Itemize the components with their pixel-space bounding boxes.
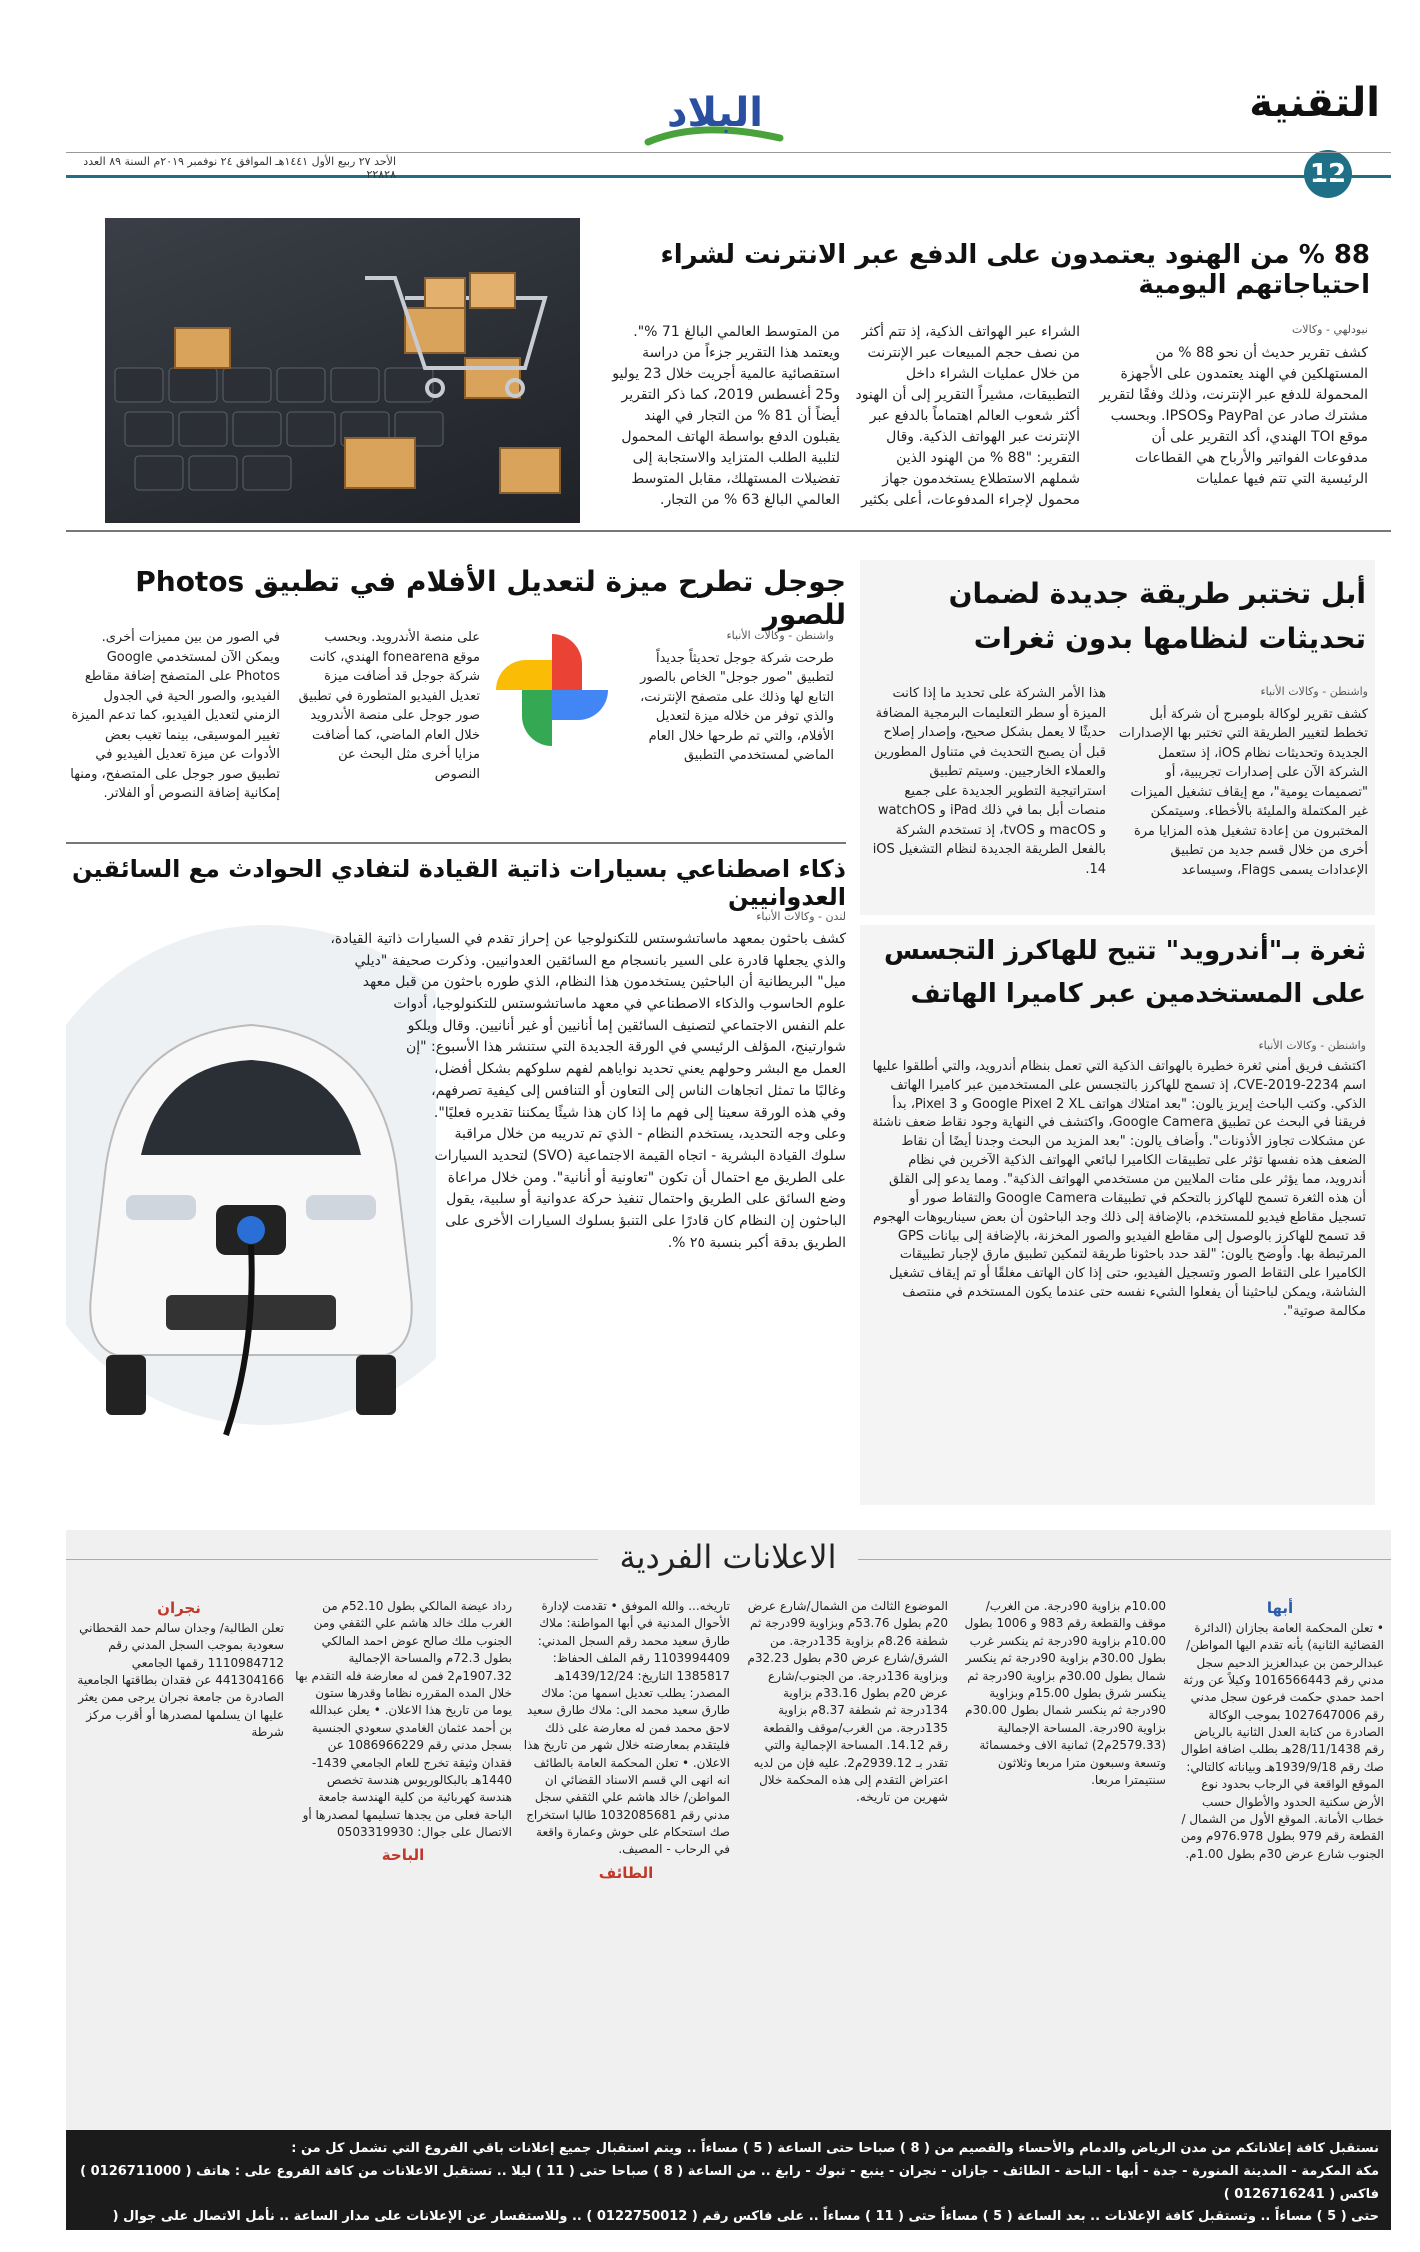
classifieds-col5-text: رداد عيضة المالكي بطول 52.10م من الغرب ملك خالد هاشم علي الثقفي ومن الجنوب ملك صالح عوض احمد المالكي بطول 72.3م والمساحة الإجمالية 1907.32م2 فمن له معارضة فله التقدم بها خلال المده المقرره نظاما وقدرها ستون يوما من تاريخ هذا الاعلان. • يعلن عبدالله بن أحمد عثمان الغامدي سعودي الجنسية بسجل مدني رقم 1086966229 عن فقدان وثيقة تخرج للعام الجامعي 1439-1440هـ بالبكالوريوس هندسة تخصص هندسة كهربائية من كلية الهندسة جامعة الباحة فعلى من يجدها تسليمها لمصدرها أو الاتصال على جوال: 0503319930 (295, 1599, 512, 1840)
article4-source: لندن - وكالات الأنباء (756, 910, 846, 923)
article3-source: واشنطن - وكالات الأنباء (726, 629, 834, 642)
classifieds-col6-text: تعلن الطالبة/ وجدان سالم حمد القحطاني سعودية بموجب السجل المدني رقم 1110984712 رقمها الجامعي 441304166 عن فقدان بطاقتها الجامعية الصادرة من جامعة نجران يرجى ممن يعثر عليها ان يسلمها لمصدرها أو أقرب مركز شرطة (77, 1620, 284, 1740)
dateline-text: الأحد ٢٧ ربيع الأول ١٤٤١هـ الموافق ٢٤ نوفمبر ٢٠١٩م السنة ٨٩ العدد ٢٢٨٢٨ (83, 155, 396, 181)
article3-col2 (294, 628, 480, 788)
article5-body-text: اكتشف فريق أمني ثغرة خطيرة بالهواتف الذكية التي تعمل بنظام أندرويد، والتي أطلقوا عليها اسم CVE-2019-2234، إذ تسمح للهاكرز بالتجسس على المستخدمين عبر كاميرا الهاتف الذكي. وكتب الباحث إيريز يالون: "بعد امتلاك هواتف Google Pixel 2 XL و Pixel 3، بدأ فريقنا في البحث عن تطبيق Google Camera، واكتشف في النهاية وجود نقاط ضعف ناشئة عن مشكلات تجاوز الأذونات". وأضاف يالون: "بعد المزيد من البحث وجدنا أيضًا أن نقاط الضعف هذه نفسها تؤثر على تطبيقات الكاميرا لبائعي الهواتف الذكية الآخرين في نظام أندرويد، مما يؤثر على مئات الملايين من مستخدمي الهواتف الذكية". ومما يدعو إلى القلق أن هذه الثغرة تسمح للهاكرز بالتحكم في تطبيقات Google Camera والتقاط صور أو تسجيل مقاطع فيديو للمستخدم، بالإضافة إلى ذلك وجد الباحثون أن بعض سيناريوهات الهجوم قد تسمح للهاكرز بالوصول إلى مقاطع الفيديو والصور المخزنة، بالإضافة إلى بيانات GPS المرتبطة بها. وأوضح يالون: "لقد حدد باحثونا طريقة لتمكين تطبيق مارق لإجبار تطبيقات الكاميرا على التقاط الصور وتسجيل الفيديو، حتى إذا كان الهاتف مغلقًا أو تم إيقاف تشغيل الشاشة، ويمكن لباحثينا أن يفعلوا الشيء نفسه حتى عندما يكون المستخدم في منتصف مكالمة صوتية". (872, 1058, 1366, 1319)
classifieds-col4-text: تاريخه... والله الموفق • تقدمت لإدارة الأحوال المدنية في أبها المواطنة: ملاك طارق سعيد محمد رقم السجل المدني: 1103994409 رقم الملف الحفاظ: 1385817 التاريخ: 1439/12/24هـ المصدر: يطلب تعديل اسمها من: ملاك طارق سعيد محمد الى: ملاك طارق سعيد لاحق محمد فمن له معارضة على ذلك فليتقدم بمعارضته خلال شهر من تاريخ هذا الاعلان. • تعلن المحكمة العامة بالطائف انه انهى الي قسم الاسناد القضائي ان المواطن/ خالد هاشم علي الثقفي سجل مدني رقم 1032085681 طالبا استخراج صك استحكام على حوش وعمارة واقعة في الرحاب - المصيف. (523, 1599, 730, 1857)
keyboard-cart-photo (105, 218, 580, 523)
classifieds-col2 (958, 1598, 1166, 1793)
article3-col3-text: في الصور من بين مميزات أخرى. ويمكن الآن لمستخدمي Google Photos على المتصفح إضافة مقاطع الفيديو، والصور الحية في الجدول الزمني لتعديل الفيديو، كما تدعم الميزة تغيير الموسيقى، بينما تغيب بعض الأدوات عن ميزة تعديل الفيديو في تطبيق صور جوجل على المتصفح، ومنها إمكانية إضافة النصوص أو الفلاتر. (70, 630, 280, 801)
classifieds-col4 (522, 1598, 730, 1885)
article2-headline-text: أبل تختبر طريقة جديدة لضمان تحديثات لنظامها بدون ثغرات (948, 577, 1366, 655)
classifieds-col3-text: الموضوع الثالث من الشمال/شارع عرض 20م بطول 53.76م وبزاوية 99درجة ثم شطفة 8.26م بزاوية 135درجة. من الشرق/شارع عرض 30م بطول 32.23م وبزاوية 136درجة. من الجنوب/شارع عرض 20م بطول 33.16م بزاوية 134درجة ثم شطفة 8.37م بزاوية 135درجة. من الغرب/موقف والقطعة رقم 14.12. المساحة الإجمالية والتي تقدر بـ 2939.12م2. عليه فإن من لديه اعتراض التقدم إلى هذه المحكمة خلال شهرين من تاريخه. (747, 1599, 948, 1805)
classifieds-title-bar (66, 1530, 1391, 1590)
article1-col2-text: الشراء عبر الهواتف الذكية، إذ تتم أكثر من نصف حجم المبيعات عبر الإنترنت من خلال عمليات الشراء داخل التطبيقات، مشيراً التقرير إلى أن الهنود أكثر شعوب العالم اهتماماً بالدفع عبر الإنترنت عبر الهواتف الذكية. وقال التقرير: "88 % من الهنود الذين شملهم الاستطلاع يستخدمون جهاز محمول لإجراء المدفوعات، أعلى بكثير (855, 324, 1080, 508)
divider (66, 842, 846, 844)
article5-source: واشنطن - وكالات الأنباء (1258, 1039, 1366, 1052)
article3-col2-text: على منصة الأندرويد. وبحسب موقع fonearena الهندي، كانت شركة جوجل قد أضافت ميزة تعديل الفيديو المتطورة في تطبيق صور جوجل على منصة الأندرويد خلال العام الماضي، كما أضافت مزايا أخرى مثل البحث عن النصوص (298, 630, 480, 782)
article4-headline (66, 855, 846, 911)
article4-body-text: كشف باحثون بمعهد ماساتشوستس للتكنولوجيا عن إحراز تقدم في السيارات ذاتية القيادة، والذي يجعلها قادرة على السير بانسجام مع السائقين العدوانيين. وذكرت صحيفة "ديلي ميل" البريطانية أن الباحثين يستخدمون هذا النظام، الذي طوره باحثون من قبل معهد علوم الحاسوب والذكاء الاصطناعي في معهد ماساتشوستس للتكنولوجيا، أدوات علم النفس الاجتماعي لتصنيف السائقين إما أنانيين أو غير أنانيين. وقال ويلكو شوارتينج، المؤلف الرئيسي في الورقة الجديدة التي ستنشر هذا الأسبوع: "إن العمل مع البشر وحولهم يعني تحديد نواياهم لفهم سلوكهم بشكل أفضل، وغالبًا ما تمثل اتجاهات الناس إلى التعاون أو التنافس إلى كيفية تصرفهم، وفي هذه الورقة سعينا إلى فهم ما إذا كان هذا شيئًا يمكننا تقديره فعليًا". وعلى وجه التحديد، يستخدم النظام - الذي تم تدريبه من خلال مراقبة سلوك القيادة البشرية - اتجاه القيمة الاجتماعية (SVO) لتحديد السيارات على الطريق مع احتمال أن تكون "تعاونية أو أنانية". ومن خلال مراعاة وضع السائق على الطريق واحتمال تنفيذ حركة عدوانية أو سلبية، يقول الباحثون إن النظام كان قادرًا على التنبؤ بسلوك السيارات الأخرى على الطريق بدقة أكبر بنسبة ٢٥ %. (330, 931, 846, 1251)
article1-headline-text: 88 % من الهنود يعتمدون على الدفع عبر الانترنت لشراء احتياجاتهم اليومية (660, 240, 1370, 300)
article5-headline (872, 930, 1366, 1016)
article1-headline (596, 240, 1370, 300)
svg-text:البلاد: البلاد (667, 90, 763, 136)
classified-heading-taif: الطائف (598, 1863, 654, 1882)
article1-col1 (1096, 322, 1368, 494)
footer-banner (66, 2130, 1391, 2247)
classifieds-col1-text: • تعلن المحكمة العامة بجازان (الدائرة القضائية الثانية) بأنه تقدم اليها المواطن/ عبدالرحمن بن عبدالعزيز الدحيم سجل مدني رقم 1016566443 وكيلاً عن ورثة احمد حمدي حكمت فرعون سجل مدني رقم 1027647006 بموجب الوكالة الصادرة من كتابة العدل الثانية بالرياض رقم 28/11/1438هـ بطلب اضافة اطوال صك رقم 1939/9/18هـ وبياناته كالتالي: الموقع الواقعة في الرجاب بحدود نوع الأرض سكنية الحدود والأطوال حسب خطاب الأمانة. الموقع الأول من الشمال / القطعة رقم 979 بطول 976.978م ومن الجنوب شارع عرض 30م بطول 1.00م. (1180, 1620, 1384, 1861)
section-title-text: التقنية (1249, 80, 1380, 126)
article2-col2-text: هذا الأمر الشركة على تحديد ما إذا كانت الميزة أو سطر التعليمات البرمجية المضافة حديثًا لا يعمل بشكل صحيح، وإصدار إصلاح قبل أن يصبح التحديث في متناول المطورين والعملاء الخارجيين. وسيتم تطبيق استراتيجية التطوير الجديدة على جميع منصات أبل بما في ذلك iPad و watchOS و macOS و tvOS، إذ تستخدم الشركة بالفعل الطريقة الجديدة لنظام التشغيل iOS 14. (872, 686, 1106, 877)
article2-col2 (872, 684, 1106, 883)
article2-headline (872, 572, 1366, 662)
article1-col3 (612, 322, 840, 515)
classifieds-col3 (740, 1598, 948, 1811)
classifieds-title-text: الاعلانات الفردية (619, 1538, 837, 1576)
logo-mark (640, 80, 790, 155)
article1-source: نيودلهي - وكالات (1291, 323, 1368, 336)
dateline (66, 155, 396, 181)
newspaper-logo (640, 80, 790, 155)
section-title (1230, 80, 1380, 130)
article2-col1 (1118, 684, 1368, 884)
article1-image (105, 218, 580, 523)
article5-body (872, 1038, 1366, 1326)
classified-heading-najran: نجران (157, 1599, 201, 1617)
classified-heading-baha: الباحة (381, 1846, 425, 1865)
article4-body (66, 908, 846, 1494)
classified-heading-abha: أبها (1266, 1599, 1294, 1617)
article4-headline-text: ذكاء اصطناعي بسيارات ذاتية القيادة لتفادي الحوادث مع السائقين العدوانيين (71, 855, 846, 911)
article3-headline-text: جوجل تطرح ميزة لتعديل الأفلام في تطبيق Photos للصور (135, 565, 846, 631)
article3-col1-text: طرحت شركة جوجل تحديثاً جديداً لتطبيق "صور جوجل" الخاص بالصور التابع لها وذلك على متصفح الإنترنت، والذي توفر من خلاله ميزة لتعديل الأفلام، والتي تم طرحها خلال العام الماضي لمستخدمي التطبيق (640, 650, 834, 763)
google-photos-icon (490, 628, 614, 752)
divider (66, 530, 1391, 532)
footer-line1: نستقبل كافة إعلاناتكم من مدن الرياض والدمام والأحساء والقصيم من ( 8 ) صباحا حتى الساعة ( 5 ) مساءاً .. ويتم استقبال جميع إعلانات باقي الفروع التي تشمل كل من : (291, 2141, 1379, 2156)
article3-col1 (624, 628, 834, 770)
article1-col3-text: من المتوسط العالمي البالغ 71 %". ويعتمد هذا التقرير جزءاً من دراسة استقصائية عالمية أجريت خلال 23 يوليو و25 أغسطس 2019، كما ذكر التقرير أيضاً أن 81 % من التجار في الهند يقبلون الدفع بواسطة الهاتف المحمول لتلبية الطلب المتزايد والاستجابة إلى تفضيلات المستهلك، مقابل المتوسط العالمي البالغ 63 % من التجار. (612, 324, 840, 508)
pinwheel-icon (490, 628, 614, 752)
classifieds-col6 (74, 1598, 284, 1745)
article1-col2 (852, 322, 1080, 515)
classifieds-col1 (1176, 1598, 1384, 1867)
article3-headline (66, 565, 846, 631)
page-number: 12 (1309, 159, 1347, 189)
article5-headline-text: ثغرة بـ"أندرويد" تتيح للهاكرز التجسس على المستخدمين عبر كاميرا الهاتف (883, 936, 1366, 1009)
article2-source: واشنطن - وكالات الأنباء (1260, 685, 1368, 698)
article1-col1-text: كشف تقرير حديث أن نحو 88 % من المستهلكين في الهند يعتمدون على الأجهزة المحمولة للدفع عبر الإنترنت، وذلك وفقًا لتقرير مشترك صادر عن PayPal وIPSOS. وبحسب موقع TOI الهندي، أكد التقرير على أن مدفوعات الفواتير والأرباح هي القطاعات الرئيسية التي تتم فيها عمليات (1099, 344, 1368, 487)
footer-line3: حتى ( 5 ) مساءاً .. وتستقبل كافة الإعلانات .. بعد الساعة ( 5 ) مساءاً حتى ( 11 ) مساءاً .. على فاكس رقم ( 0122750012 ) .. وللاستفسار عن الإعلانات على مدار الساعة .. نأمل الاتصال على جوال ( 0567878781 ) (112, 2209, 1379, 2247)
article2-col1-text: كشف تقرير لوكالة بلومبرج أن شركة أبل تخطط لتغيير الطريقة التي تختبر بها الإصدارات الجديدة وتحديثات نظام iOS، إذ ستعمل الشركة الآن على إصدارات تجريبية، أو "تصميمات يومية"، مع إيقاف تشغيل الميزات غير المكتملة والمليئة بالأخطاء. وسيتمكن المختبرون من إعادة تشغيل هذه المزايا مرة أخرى من خلال قسم جديد من تطبيق الإعدادات يسمى Flags، وسيساعد (1118, 706, 1368, 878)
footer-line2: مكة المكرمة - المدينة المنورة - جدة - أبها - الباحة - الطائف - جازان - نجران - ينبع - تبوك - رابغ .. من الساعة ( 8 ) صباحا حتى ( 11 ) ليلا .. تستقبل الاعلانات من كافة الفروع على : هاتف ( 0126711000 ) فاكس ( 0126716241 ) (80, 2163, 1379, 2202)
classifieds-col5 (294, 1598, 512, 1867)
classifieds-title (598, 1538, 858, 1582)
article3-col3 (66, 628, 280, 808)
classifieds-col2-text: 10.00م بزاوية 90درجة. من الغرب/موقف والقطعة رقم 983 و 1006 بطول 10.00م بزاوية 90درجة ثم ينكسر غرب بطول 30.00م بزاوية 90درجة ثم ينكسر شمال بطول 30.00م بزاوية 90درجة ثم ينكسر شرق بطول 15.00م وبزاوية 90درجة ثم ينكسر شمال بطول 30.00م بزاوية 90درجة. المساحة الإجمالية (2579.33م2) ثمانية الاف وخمسمائة وتسعة وسبعون مترا مربعا وثلاثون سنتيمترا مربعا. (964, 1599, 1166, 1787)
